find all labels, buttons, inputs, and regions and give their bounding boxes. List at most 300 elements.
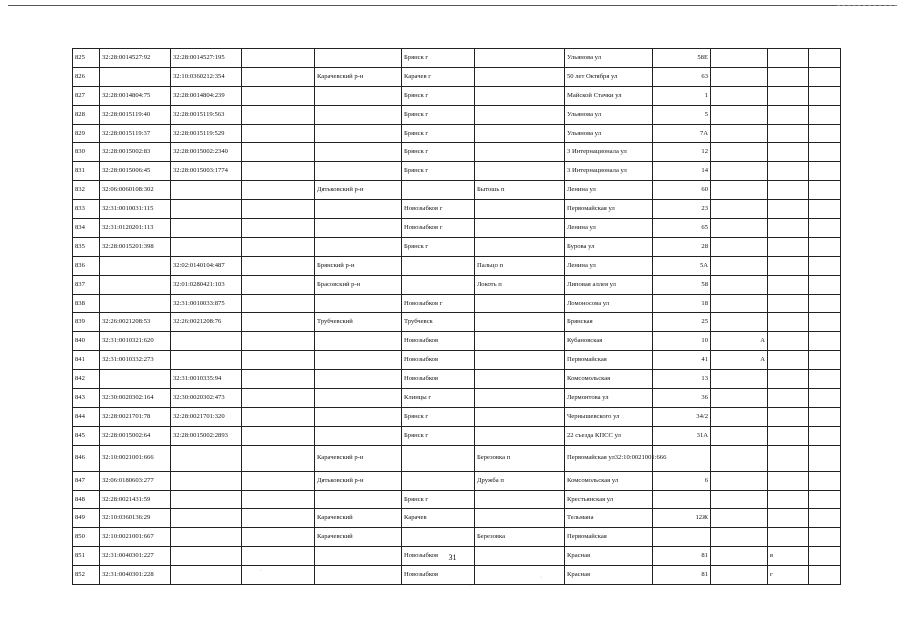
table-cell: Новозыбков — [402, 351, 475, 370]
table-cell — [315, 566, 402, 585]
table-cell: Березовка — [475, 528, 565, 547]
table-row — [73, 237, 841, 256]
table-cell: 32:28:0021701:320 — [171, 407, 242, 426]
table-cell — [809, 105, 841, 124]
table-cell: А — [711, 332, 768, 351]
table-cell — [475, 49, 565, 68]
table-cell — [315, 237, 402, 256]
table-cell: 58Е — [653, 49, 711, 68]
table-cell: 12 — [653, 143, 711, 162]
table-cell: 14 — [653, 162, 711, 181]
table-cell: Новозыбков г — [402, 200, 475, 219]
table-cell — [809, 294, 841, 313]
top-border-line — [8, 5, 897, 6]
table-cell — [768, 256, 809, 275]
table-cell: Ульянова ул — [565, 105, 653, 124]
table-cell — [171, 332, 242, 351]
table-cell — [315, 332, 402, 351]
table-cell — [171, 237, 242, 256]
table-cell: 835 — [73, 237, 100, 256]
table-cell — [711, 143, 768, 162]
table-cell: 825 — [73, 49, 100, 68]
table-cell — [100, 370, 171, 389]
table-cell — [242, 566, 315, 585]
table-cell — [809, 332, 841, 351]
table-cell — [768, 294, 809, 313]
table-cell: 32:06:0180603:277 — [100, 471, 171, 490]
table-cell — [171, 181, 242, 200]
table-cell — [711, 445, 768, 471]
table-cell: 836 — [73, 256, 100, 275]
table-cell: 58 — [653, 275, 711, 294]
table-cell: Карачевский — [315, 509, 402, 528]
table-cell: 32:31:0010321:620 — [100, 332, 171, 351]
table-cell: 843 — [73, 389, 100, 408]
table-cell: Ленина ул — [565, 181, 653, 200]
table-cell: 3 Интернационала ул — [565, 162, 653, 181]
table-cell: Красная — [565, 566, 653, 585]
table-cell — [242, 105, 315, 124]
table-cell — [809, 566, 841, 585]
table-cell: Брянск г — [402, 86, 475, 105]
table-cell: 852 — [73, 566, 100, 585]
table-row — [73, 294, 841, 313]
table-cell — [171, 471, 242, 490]
table-cell — [315, 351, 402, 370]
table-cell: Ленина ул — [565, 219, 653, 238]
table-cell: Брасовский р-н — [315, 275, 402, 294]
table-cell — [475, 105, 565, 124]
table-cell — [768, 67, 809, 86]
table-cell — [242, 351, 315, 370]
table-cell: 32:30:0020302:473 — [171, 389, 242, 408]
table-cell — [475, 237, 565, 256]
table-cell — [402, 181, 475, 200]
table-cell: 32:28:0015006:45 — [100, 162, 171, 181]
table-cell — [242, 200, 315, 219]
table-cell: 18 — [653, 294, 711, 313]
table-cell: 32:31:0040301:228 — [100, 566, 171, 585]
table-cell — [809, 124, 841, 143]
table-cell — [809, 181, 841, 200]
table-cell: 833 — [73, 200, 100, 219]
table-cell — [171, 351, 242, 370]
table-row — [73, 200, 841, 219]
table-row — [73, 528, 841, 547]
table-cell: Брянск г — [402, 162, 475, 181]
table-cell — [809, 528, 841, 547]
table-cell: 32:28:0015119:40 — [100, 105, 171, 124]
table-cell — [242, 426, 315, 445]
table-cell: Новозыбков — [402, 370, 475, 389]
table-cell: 81 — [653, 547, 711, 566]
table-cell — [100, 67, 171, 86]
table-cell: 32:28:0015002:83 — [100, 143, 171, 162]
table-cell: 50 лет Октября ул — [565, 67, 653, 86]
table-cell — [711, 181, 768, 200]
table-row — [73, 49, 841, 68]
table-cell: Лермонтова ул — [565, 389, 653, 408]
table-cell — [809, 370, 841, 389]
table-cell — [809, 389, 841, 408]
table-cell — [768, 370, 809, 389]
table-cell: 32:26:0021208:53 — [100, 313, 171, 332]
table-cell — [809, 67, 841, 86]
table-cell: 6 — [653, 471, 711, 490]
table-cell — [242, 471, 315, 490]
table-cell — [768, 124, 809, 143]
table-row — [73, 67, 841, 86]
table-row — [73, 426, 841, 445]
table-row — [73, 181, 841, 200]
table-cell: 5А — [653, 256, 711, 275]
table-cell: Новозыбков г — [402, 219, 475, 238]
table-cell: Пальцо п — [475, 256, 565, 275]
table-cell — [475, 407, 565, 426]
table-cell: Красная — [565, 547, 653, 566]
register-table-body — [73, 49, 841, 585]
table-row — [73, 313, 841, 332]
table-cell: 839 — [73, 313, 100, 332]
table-cell — [809, 162, 841, 181]
table-cell: 838 — [73, 294, 100, 313]
table-cell — [809, 490, 841, 509]
table-cell: Брянская — [565, 313, 653, 332]
table-cell — [475, 351, 565, 370]
table-cell: 32:28:0021431:59 — [100, 490, 171, 509]
table-cell — [171, 528, 242, 547]
table-cell — [242, 219, 315, 238]
table-cell — [711, 389, 768, 408]
table-cell — [768, 490, 809, 509]
table-cell: 32:02:0140104:487 — [171, 256, 242, 275]
table-cell — [809, 407, 841, 426]
table-cell — [475, 294, 565, 313]
table-cell: Брянск г — [402, 49, 475, 68]
table-cell — [711, 471, 768, 490]
table-row — [73, 105, 841, 124]
table-cell: 840 — [73, 332, 100, 351]
table-cell: 32:26:0021208:76 — [171, 313, 242, 332]
table-cell — [711, 313, 768, 332]
table-cell — [711, 509, 768, 528]
table-cell: 837 — [73, 275, 100, 294]
table-row — [73, 389, 841, 408]
table-row — [73, 370, 841, 389]
table-cell: 826 — [73, 67, 100, 86]
table-cell: Карачевский р-н — [315, 445, 402, 471]
table-cell — [711, 275, 768, 294]
table-cell: 32:06:0060108:302 — [100, 181, 171, 200]
table-cell — [809, 200, 841, 219]
table-cell: 60 — [653, 181, 711, 200]
table-cell: 851 — [73, 547, 100, 566]
table-cell — [242, 162, 315, 181]
table-cell: 849 — [73, 509, 100, 528]
table-cell: 32:10:0021001:667 — [100, 528, 171, 547]
table-cell: Бытошь п — [475, 181, 565, 200]
table-cell — [711, 86, 768, 105]
table-cell: 32:31:0010031:115 — [100, 200, 171, 219]
table-cell — [171, 490, 242, 509]
table-cell — [315, 200, 402, 219]
table-cell: Ульянова ул — [565, 49, 653, 68]
table-cell — [768, 509, 809, 528]
table-cell — [171, 200, 242, 219]
table-cell — [711, 490, 768, 509]
table-cell — [315, 124, 402, 143]
table-cell — [475, 143, 565, 162]
table-cell: 25 — [653, 313, 711, 332]
table-cell — [653, 490, 711, 509]
table-cell: 832 — [73, 181, 100, 200]
table-cell — [242, 389, 315, 408]
table-cell — [475, 509, 565, 528]
table-cell — [242, 509, 315, 528]
table-cell — [315, 490, 402, 509]
table-cell: 34/2 — [653, 407, 711, 426]
table-cell: Майской Стачки ул — [565, 86, 653, 105]
table-cell — [711, 294, 768, 313]
table-cell: Ломоносова ул — [565, 294, 653, 313]
table-cell — [171, 566, 242, 585]
table-cell: 32:28:0015003:1774 — [171, 162, 242, 181]
table-cell: 32:28:0015201:398 — [100, 237, 171, 256]
table-cell: Брянск г — [402, 143, 475, 162]
table-cell — [711, 370, 768, 389]
table-cell: Первомайская ул — [565, 200, 653, 219]
table-cell — [809, 471, 841, 490]
table-cell: 32:10:0021001:666 — [100, 445, 171, 471]
table-cell: 32:28:0021701:78 — [100, 407, 171, 426]
scan-speck: · — [540, 575, 542, 581]
table-cell: Бурова ул — [565, 237, 653, 256]
table-cell — [475, 566, 565, 585]
table-cell — [711, 162, 768, 181]
table-cell: 32:28:0015002:2340 — [171, 143, 242, 162]
table-cell: Новозыбков г — [402, 294, 475, 313]
table-cell — [711, 256, 768, 275]
table-cell: Первомайская — [565, 351, 653, 370]
table-cell — [768, 143, 809, 162]
table-cell: Брянск г — [402, 124, 475, 143]
table-cell — [242, 237, 315, 256]
table-cell: 23 — [653, 200, 711, 219]
table-cell: Дружба п — [475, 471, 565, 490]
table-cell: 32:28:0015002:64 — [100, 426, 171, 445]
table-cell — [768, 275, 809, 294]
table-cell: 32:28:0014804:75 — [100, 86, 171, 105]
table-cell — [768, 528, 809, 547]
table-cell: 10 — [653, 332, 711, 351]
table-cell: 32:28:0014527:92 — [100, 49, 171, 68]
table-cell — [315, 143, 402, 162]
scan-speck: · — [470, 583, 472, 589]
table-cell — [711, 528, 768, 547]
table-cell — [402, 528, 475, 547]
table-row — [73, 407, 841, 426]
table-cell — [768, 105, 809, 124]
table-cell — [711, 105, 768, 124]
table-cell — [242, 445, 315, 471]
table-cell — [315, 294, 402, 313]
table-row — [73, 351, 841, 370]
table-cell — [809, 351, 841, 370]
table-cell: Карачев г — [402, 67, 475, 86]
table-cell — [402, 256, 475, 275]
table-cell — [711, 237, 768, 256]
table-cell — [768, 389, 809, 408]
table-cell: 65 — [653, 219, 711, 238]
table-cell: 32:01:0280421:103 — [171, 275, 242, 294]
table-cell — [171, 509, 242, 528]
table-cell — [315, 49, 402, 68]
table-cell: Чернышевского ул — [565, 407, 653, 426]
table-row — [73, 509, 841, 528]
table-cell — [242, 332, 315, 351]
table-cell — [809, 509, 841, 528]
table-cell: 834 — [73, 219, 100, 238]
table-cell: 32:31:0040301:227 — [100, 547, 171, 566]
table-cell: 63 — [653, 67, 711, 86]
table-cell — [242, 407, 315, 426]
table-cell — [242, 313, 315, 332]
table-cell — [402, 445, 475, 471]
table-cell: Комсомольская ул — [565, 471, 653, 490]
table-cell: Локоть п — [475, 275, 565, 294]
table-cell: 32:30:0020302:164 — [100, 389, 171, 408]
table-cell — [171, 219, 242, 238]
table-cell: 7А — [653, 124, 711, 143]
table-cell: 844 — [73, 407, 100, 426]
table-cell — [242, 528, 315, 547]
table-cell: 845 — [73, 426, 100, 445]
table-cell — [242, 67, 315, 86]
table-cell: Липовая аллея ул — [565, 275, 653, 294]
table-cell: 22 съезда КПСС ул — [565, 426, 653, 445]
table-cell — [402, 471, 475, 490]
table-cell — [475, 162, 565, 181]
table-cell — [475, 426, 565, 445]
table-cell: 827 — [73, 86, 100, 105]
table-cell: 13 — [653, 370, 711, 389]
table-cell: 846 — [73, 445, 100, 471]
table-cell: Тельмана — [565, 509, 653, 528]
table-row — [73, 256, 841, 275]
table-cell: в — [768, 547, 809, 566]
table-cell — [242, 49, 315, 68]
table-cell — [768, 445, 809, 471]
table-cell: Карачев — [402, 509, 475, 528]
table-cell: Карачевский — [315, 528, 402, 547]
table-cell — [315, 162, 402, 181]
table-cell — [809, 86, 841, 105]
table-cell: Березовка п — [475, 445, 565, 471]
table-cell — [653, 528, 711, 547]
table-cell — [711, 124, 768, 143]
table-cell — [475, 124, 565, 143]
table-cell — [711, 426, 768, 445]
table-cell: 32:28:0015119:529 — [171, 124, 242, 143]
table-cell: Трубчевск — [402, 313, 475, 332]
table-cell — [768, 49, 809, 68]
table-cell — [315, 105, 402, 124]
table-cell: Ленина ул — [565, 256, 653, 275]
table-cell: Брянск г — [402, 407, 475, 426]
table-cell: 848 — [73, 490, 100, 509]
table-row — [73, 471, 841, 490]
table-cell — [768, 407, 809, 426]
table-cell: 5 — [653, 105, 711, 124]
table-cell — [242, 294, 315, 313]
table-cell: 32:28:0014527:195 — [171, 49, 242, 68]
table-row — [73, 162, 841, 181]
table-cell — [475, 370, 565, 389]
table-cell — [711, 200, 768, 219]
table-cell: Брянский р-н — [315, 256, 402, 275]
table-cell — [475, 490, 565, 509]
table-cell — [242, 490, 315, 509]
table-cell: Ульянова ул — [565, 124, 653, 143]
table-row — [73, 332, 841, 351]
table-cell — [315, 389, 402, 408]
table-cell: Новозыбков — [402, 332, 475, 351]
table-cell — [768, 200, 809, 219]
table-cell — [475, 313, 565, 332]
table-cell: 28 — [653, 237, 711, 256]
table-cell: 31А — [653, 426, 711, 445]
table-row — [73, 275, 841, 294]
table-cell — [242, 181, 315, 200]
table-row — [73, 143, 841, 162]
table-cell — [475, 219, 565, 238]
table-cell — [171, 445, 242, 471]
table-cell: 32:31:0010332:273 — [100, 351, 171, 370]
table-row — [73, 219, 841, 238]
table-cell — [768, 237, 809, 256]
table-cell: Клинцы г — [402, 389, 475, 408]
table-cell — [242, 275, 315, 294]
table-cell: Новозыбков — [402, 547, 475, 566]
table-cell: 32:31:0010033:875 — [171, 294, 242, 313]
table-cell: Первомайская — [565, 528, 653, 547]
table-cell: 32:28:0014804:239 — [171, 86, 242, 105]
table-cell: А — [711, 351, 768, 370]
table-cell — [809, 275, 841, 294]
table-cell: 32:10:0360136:29 — [100, 509, 171, 528]
table-cell: 32:31:0120201:113 — [100, 219, 171, 238]
table-cell: Трубчевский — [315, 313, 402, 332]
table-cell: Дятьковский р-н — [315, 471, 402, 490]
table-cell — [809, 445, 841, 471]
table-cell — [475, 389, 565, 408]
table-cell — [809, 49, 841, 68]
table-row — [73, 445, 841, 471]
table-cell: Брянск г — [402, 490, 475, 509]
table-cell: 36 — [653, 389, 711, 408]
table-cell: Брянск г — [402, 237, 475, 256]
table-cell — [809, 237, 841, 256]
table-cell: 81 — [653, 566, 711, 585]
register-table — [72, 48, 841, 585]
table-cell — [809, 313, 841, 332]
table-cell: 830 — [73, 143, 100, 162]
table-cell — [475, 332, 565, 351]
table-cell — [315, 219, 402, 238]
table-cell: 32:28:0015119:563 — [171, 105, 242, 124]
table-cell: 1 — [653, 86, 711, 105]
table-cell: 32:10:0360212:354 — [171, 67, 242, 86]
